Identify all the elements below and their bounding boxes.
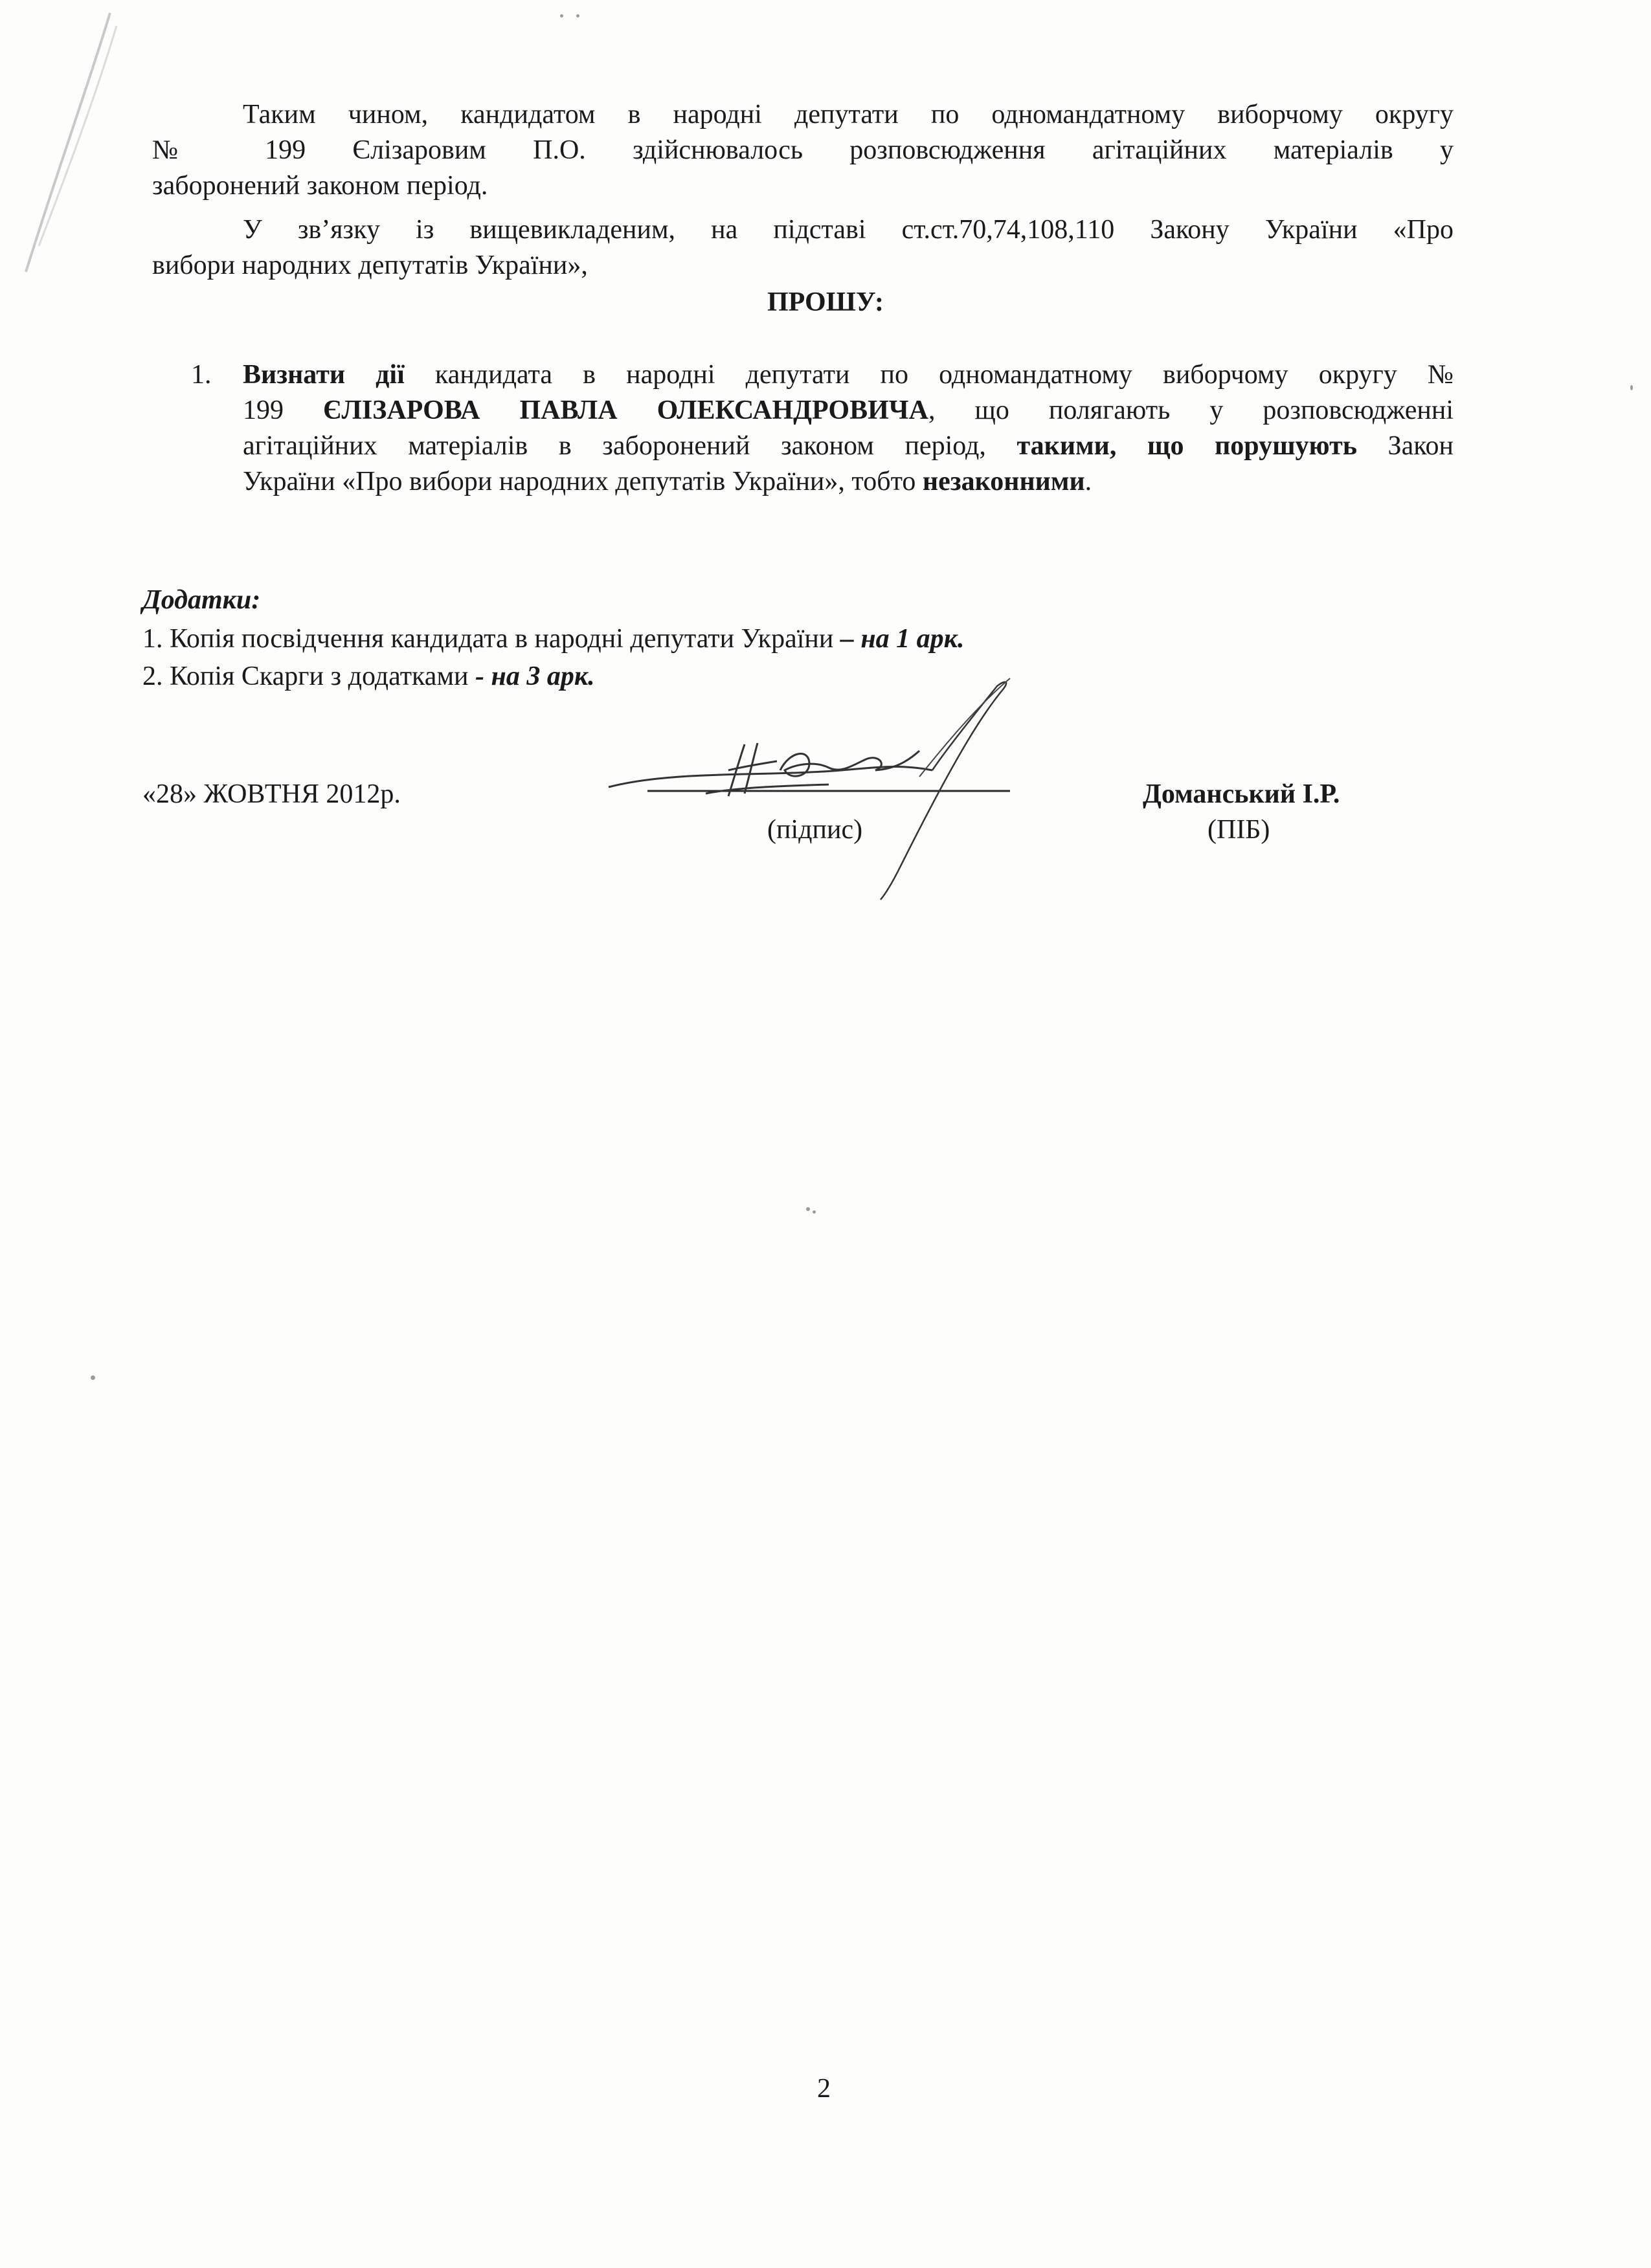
- request-line-3-text-b: Закон: [1356, 431, 1454, 461]
- scan-speck: [813, 1210, 816, 1214]
- signature-caption: (підпис): [767, 815, 863, 845]
- scan-speck: [806, 1207, 810, 1211]
- paragraph-2-line-2: вибори народних депутатів України»,: [152, 250, 588, 280]
- request-line-1-text: кандидата в народні депутати по одномандатному виборчому округу №: [404, 360, 1454, 390]
- request-line-4: [243, 464, 1454, 500]
- scan-speck: [576, 14, 579, 17]
- attachment-item-2-text: 2. Копія Скарги з додатками: [142, 662, 476, 691]
- request-bold-violate: такими, що порушують: [1016, 431, 1357, 461]
- name-caption: (ПІБ): [1207, 815, 1270, 845]
- scan-speck: [560, 14, 563, 17]
- signatory-name: Доманський І.Р.: [1143, 779, 1340, 809]
- request-bold-illegal: незаконними: [922, 467, 1085, 496]
- handwritten-signature: [596, 673, 1088, 906]
- paragraph-1-line-3: заборонений законом період.: [152, 171, 488, 201]
- request-bold-recognize: Визнати дії: [243, 360, 405, 390]
- page-number: 2: [817, 2074, 831, 2104]
- request-line-3: [243, 428, 1454, 464]
- attachment-item-2-pages: - на 3 арк.: [475, 662, 595, 691]
- request-district-number: 199: [243, 395, 324, 425]
- request-line-2-text: , що полягають у розповсюдженні: [928, 395, 1454, 425]
- scan-speck: [91, 1375, 95, 1380]
- paragraph-1-line-1: Таким чином, кандидатом в народні депутати по одномандатному виборчому округу: [243, 100, 1454, 129]
- request-line-4-text: України «Про вибори народних депутатів України», тобто: [243, 467, 923, 496]
- scan-speck: [1630, 385, 1633, 390]
- attachment-item-1-text: 1. Копія посвідчення кандидата в народні депутати України: [142, 624, 840, 654]
- attachment-item-1-pages: – на 1 арк.: [840, 624, 965, 654]
- request-candidate-name: ЄЛІЗАРОВА ПАВЛА ОЛЕКСАНДРОВИЧА: [323, 395, 928, 425]
- document-date: «28» ЖОВТНЯ 2012р.: [142, 779, 401, 809]
- paragraph-1-line-2: № 199 Єлізаровим П.О. здійснювалось розповсюдження агітаційних матеріалів у: [152, 135, 1454, 165]
- request-line-3-text-a: агітаційних матеріалів в заборонений законом період,: [243, 431, 1017, 461]
- attachment-item-2: [142, 659, 595, 695]
- attachments-heading: Додатки:: [142, 585, 261, 615]
- request-item-number: 1.: [191, 360, 212, 390]
- paragraph-2-line-1: У зв’язку із вищевикладеним, на підставі ст.ст.70,74,108,110 Закону України «Про: [243, 215, 1454, 245]
- request-line-1: [243, 357, 1454, 393]
- request-line-4-end: .: [1084, 467, 1092, 496]
- request-line-2: [243, 393, 1454, 428]
- request-heading: ПРОШУ:: [767, 287, 884, 317]
- attachment-item-1: [142, 621, 964, 657]
